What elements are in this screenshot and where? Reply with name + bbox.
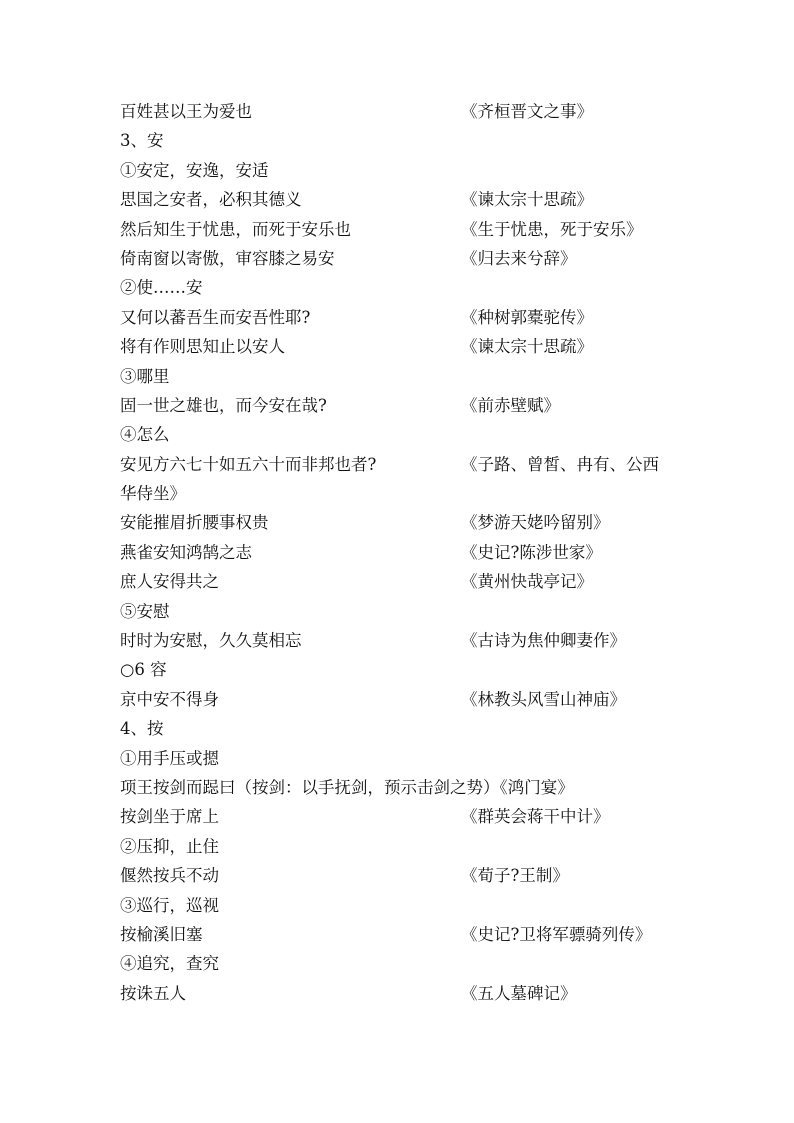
line-text: ④怎么 — [120, 425, 170, 445]
text-line — [0, 303, 794, 332]
meaning-heading — [0, 949, 794, 978]
line-text: ①用手压或摁 — [120, 748, 219, 768]
line-text: ②使……安 — [120, 278, 203, 298]
line-text: 然后知生于忧患，而死于安乐也 — [120, 219, 351, 239]
line-source: 《梦游天姥吟留别》 — [461, 513, 610, 533]
document-body — [0, 97, 794, 1008]
line-text: ②压抑，止住 — [120, 836, 219, 856]
line-text: 按榆溪旧塞 — [120, 924, 203, 944]
line-source: 《齐桓晋文之事》 — [461, 102, 593, 121]
text-line — [0, 244, 794, 273]
text-line — [0, 773, 794, 802]
meaning-heading — [0, 156, 794, 185]
line-text: 倚南窗以寄傲，审容膝之易安 — [120, 248, 335, 268]
text-line — [0, 538, 794, 567]
line-text: 按诛五人 — [120, 983, 186, 1003]
line-text: 时时为安慰，久久莫相忘 — [120, 631, 302, 651]
meaning-heading — [0, 273, 794, 302]
meaning-heading — [0, 597, 794, 626]
text-line — [0, 215, 794, 244]
text-line — [0, 185, 794, 214]
line-text: 又何以蕃吾生而安吾性耶? — [120, 307, 311, 327]
line-text: ○6 容 — [120, 660, 167, 680]
line-source: 《荀子?王制》 — [461, 866, 569, 886]
text-line — [0, 567, 794, 596]
text-line — [0, 97, 794, 126]
line-source: 《群英会蒋干中计》 — [461, 807, 610, 827]
text-line — [0, 332, 794, 361]
line-text: 安见方六七十如五六十而非邦也者? — [120, 454, 377, 474]
line-source: 《谏太宗十思疏》 — [461, 337, 593, 357]
text-line — [0, 979, 794, 1008]
line-source: 《林教头风雪山神庙》 — [461, 689, 626, 709]
line-text: ⑤安慰 — [120, 601, 170, 621]
meaning-heading — [0, 891, 794, 920]
line-source: 《种树郭橐驼传》 — [461, 307, 593, 327]
line-text: 将有作则思知止以安人 — [120, 337, 285, 357]
line-source: 《古诗为焦仲卿妻作》 — [461, 631, 626, 651]
line-text: 3、安 — [120, 131, 164, 151]
line-source: 《归去来兮辞》 — [461, 248, 577, 268]
text-line — [0, 508, 794, 537]
line-source: 《史记?卫将军骠骑列传》 — [461, 924, 652, 944]
line-text: 京中安不得身 — [120, 689, 219, 709]
line-text: 庶人安得共之 — [120, 572, 219, 592]
text-line — [0, 391, 794, 420]
line-text: 百姓甚以王为爱也 — [120, 102, 252, 121]
line-source: 《子路、曾皙、冉有、公西 — [461, 454, 659, 474]
line-source: 《谏太宗十思疏》 — [461, 190, 593, 210]
meaning-heading — [0, 655, 794, 684]
line-text: 华侍坐》 — [120, 484, 186, 504]
line-text: ③哪里 — [120, 366, 170, 386]
meaning-heading — [0, 832, 794, 861]
line-text: 固一世之雄也，而今安在哉? — [120, 395, 327, 415]
line-text: 项王按剑而跽曰（按剑：以手抚剑，预示击剑之势）《鸿门宴》 — [120, 777, 574, 797]
section-heading — [0, 714, 794, 743]
meaning-heading — [0, 420, 794, 449]
text-line — [0, 861, 794, 890]
line-text: ③巡行，巡视 — [120, 895, 219, 915]
line-text: ④追究，查究 — [120, 954, 219, 974]
line-text: 偃然按兵不动 — [120, 866, 219, 886]
line-text: 4、按 — [120, 719, 164, 739]
line-source: 《黄州快哉亭记》 — [461, 572, 593, 592]
text-line — [0, 479, 794, 508]
meaning-heading — [0, 744, 794, 773]
text-line — [0, 920, 794, 949]
meaning-heading — [0, 362, 794, 391]
text-line — [0, 626, 794, 655]
text-line — [0, 685, 794, 714]
line-source: 《五人墓碑记》 — [461, 983, 577, 1003]
line-text: 燕雀安知鸿鹄之志 — [120, 542, 252, 562]
line-text: 安能摧眉折腰事权贵 — [120, 513, 269, 533]
text-line — [0, 450, 794, 479]
line-text: 思国之安者，必积其德义 — [120, 190, 302, 210]
line-text: ①安定，安逸，安适 — [120, 160, 269, 180]
text-line — [0, 802, 794, 831]
line-source: 《史记?陈涉世家》 — [461, 542, 602, 562]
line-text: 按剑坐于席上 — [120, 807, 219, 827]
line-source: 《前赤壁赋》 — [461, 395, 560, 415]
section-heading — [0, 126, 794, 155]
line-source: 《生于忧患，死于安乐》 — [461, 219, 643, 239]
